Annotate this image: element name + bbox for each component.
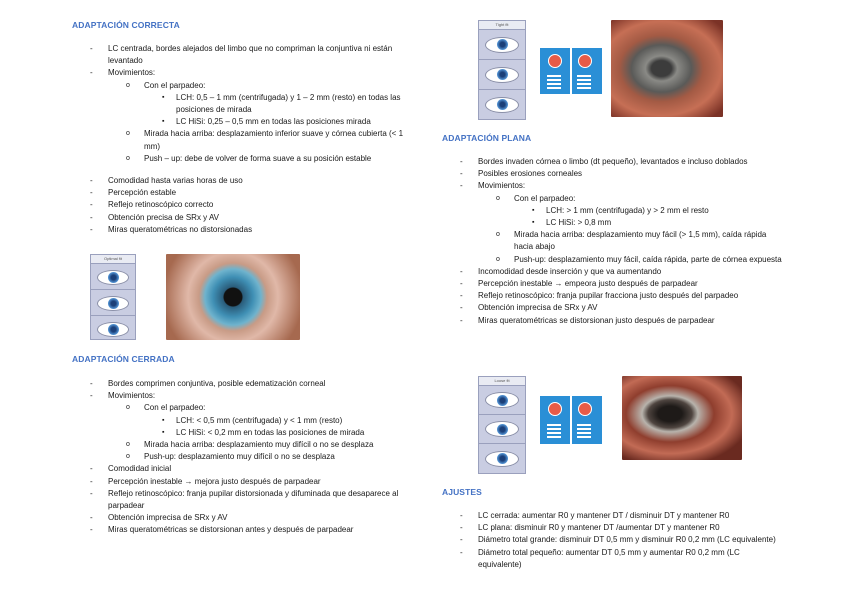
list-item: ▪ LCH: 0,5 – 1 mm (centrifugada) y 1 – 2 mm (resto) en todas las posiciones de mirada [162,92,410,116]
eye-icon [486,452,518,466]
list-item: o Mirada hacia arriba: desplazamiento muy fácil (> 1,5 mm), caída rápida hacia abajo [496,229,785,253]
list-adaptacion-plana [460,156,785,327]
eye-icon [486,68,518,82]
eye-diagram [479,443,525,473]
list-item: - Obtención imprecisa de SRx y AV [90,512,410,524]
list-adaptacion-cerrada [90,378,410,537]
eye-diagram [479,29,525,59]
list-item: - Percepción inestable → empeora justo después de parpadear [460,278,785,290]
heading-adaptacion-cerrada: ADAPTACIÓN CERRADA [72,354,175,364]
list-item: - Bordes invaden córnea o limbo (dt pequeño), levantados e incluso doblados [460,156,785,168]
list-item: - Obtención precisa de SRx y AV [90,212,410,224]
list-item: o Push – up: debe de volver de forma suave a su posición estable [126,153,410,165]
list-item: - Diámetro total pequeño: aumentar DT 0,5 mm y aumentar R0 0,2 mm (LC equivalente) [460,547,785,571]
list-item: o Mirada hacia arriba: desplazamiento muy difícil o no se desplaza [126,439,410,451]
spacer [90,165,410,175]
list-item: - Diámetro total grande: disminuir DT 0,5 mm y disminuir R0 0,2 mm (LC equivalente) [460,534,785,546]
list-adaptacion-correcta [90,43,410,236]
loose-fit-eye-photo [622,376,742,460]
eye-icon [98,271,128,284]
list-item: - LC plana: disminuir R0 y mantener DT /aumentar DT y mantener R0 [460,522,785,534]
list-item: o Con el parpadeo: [126,402,410,414]
list-item: o Push-up: desplazamiento muy fácil, caída rápida, parte de córnea expuesta [496,254,785,266]
list-item: - Comodidad hasta varias horas de uso [90,175,410,187]
optimal-fit-diagram [90,254,136,340]
eye-icon [98,297,128,310]
retinoscopy-diagram-loose [540,396,602,444]
list-item: ▪ LC HiSi: 0,25 – 0,5 mm en todas las posiciones mirada [162,116,410,128]
list-item: - Reflejo retinoscópico: franja pupilar fracciona justo después del parpadeo [460,290,785,302]
list-item: - Movimientos: [460,180,785,192]
eye-icon [486,393,518,407]
eye-diagram [91,315,135,342]
list-ajustes [460,510,785,571]
eye-diagram [479,414,525,443]
blue-iris-photo [166,254,300,340]
list-item: o Mirada hacia arriba: desplazamiento inferior suave y córnea cubierta (< 1 mm) [126,128,410,152]
list-item: o Push-up: desplazamiento muy difícil o no se desplaza [126,451,410,463]
list-item: - Obtención imprecisa de SRx y AV [460,302,785,314]
list-item: o Con el parpadeo: [126,80,410,92]
list-item: - Percepción estable [90,187,410,199]
list-item: - Incomodidad desde inserción y que va aumentando [460,266,785,278]
retinoscopy-diagram-tight [540,48,602,94]
eye-icon [486,98,518,112]
list-item: ▪ LC HiSi: < 0,2 mm en todas las posiciones de mirada [162,427,410,439]
list-item: ▪ LCH: > 1 mm (centrifugada) y > 2 mm el resto [532,205,785,217]
list-item: - Reflejo retinoscópico: franja pupilar distorsionada y difuminada que desaparece al parpadear [90,488,410,512]
panel-title: Optimal fit [91,255,135,263]
list-item: ▪ LCH: < 0,5 mm (centrifugada) y < 1 mm (resto) [162,415,410,427]
eye-icon [486,422,518,436]
list-item: - Miras queratométricas no distorsionadas [90,224,410,236]
eye-diagram [91,263,135,290]
list-item: o Con el parpadeo: [496,193,785,205]
heading-ajustes: AJUSTES [442,487,482,497]
heading-adaptacion-plana: ADAPTACIÓN PLANA [442,133,532,143]
list-item: - Percepción inestable → mejora justo después de parpadear [90,476,410,488]
list-item: - Miras queratométricas se distorsionan antes y después de parpadear [90,524,410,536]
list-item: - LC centrada, bordes alejados del limbo que no compriman la conjuntiva ni están levantado [90,43,410,67]
list-item: - LC cerrada: aumentar R0 y mantener DT / disminuir DT y mantener R0 [460,510,785,522]
loose-fit-diagram [478,376,526,474]
list-item: - Comodidad inicial [90,463,410,475]
panel-title: Tight fit [479,21,525,29]
eye-icon [486,38,518,52]
list-item: - Movimientos: [90,390,410,402]
list-item: - Miras queratométricas se distorsionan justo después de parpadear [460,315,785,327]
eye-diagram [91,289,135,316]
list-item: - Movimientos: [90,67,410,79]
eye-diagram [479,89,525,119]
tight-fit-eye-photo [611,20,723,117]
eye-diagram [479,385,525,414]
tight-fit-diagram [478,20,526,120]
list-item: - Reflejo retinoscópico correcto [90,199,410,211]
heading-adaptacion-correcta: ADAPTACIÓN CORRECTA [72,20,180,30]
list-item: - Posibles erosiones corneales [460,168,785,180]
list-item: - Bordes comprimen conjuntiva, posible edematización corneal [90,378,410,390]
list-item: ▪ LC HiSi: > 0,8 mm [532,217,785,229]
eye-diagram [479,59,525,89]
panel-title: Loose fit [479,377,525,385]
eye-icon [98,323,128,336]
